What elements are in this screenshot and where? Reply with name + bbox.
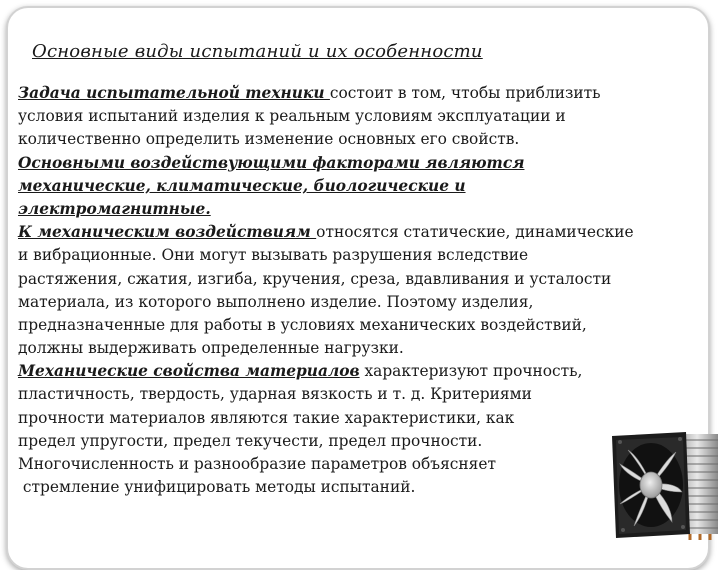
text-line xyxy=(18,291,698,314)
text-line xyxy=(18,198,698,221)
emphasis-term: К механическим воздействиям xyxy=(18,223,317,242)
line-text: предназначенные для работы в условиях механических воздействий, xyxy=(18,315,587,334)
text-line xyxy=(18,360,698,383)
emphasis-term: Задача испытательной техники xyxy=(18,84,330,102)
text-line xyxy=(18,453,698,476)
slide-body xyxy=(18,82,698,499)
text-line xyxy=(18,152,698,175)
text-line xyxy=(18,128,698,151)
line-text: растяжения, сжатия, изгиба, кручения, среза, вдавливания и усталости xyxy=(18,269,612,288)
text-line xyxy=(18,105,698,128)
page-title: Основные виды испытаний и их особенности xyxy=(32,41,483,62)
line-text: Многочисленность и разнообразие параметров объясняет xyxy=(18,455,497,473)
cpu-cooler-fan-icon xyxy=(606,430,720,540)
line-text: прочности материалов являются такие характеристики, как xyxy=(18,408,515,427)
line-text: должны выдерживать определенные нагрузки. xyxy=(18,339,404,358)
line-text: характеризуют прочность, xyxy=(359,362,583,381)
text-line xyxy=(18,476,698,499)
line-text: условия испытаний изделия к реальным условиям эксплуатации и xyxy=(18,107,566,126)
line-text: состоит в том, чтобы приблизить xyxy=(329,84,601,102)
line-text: пластичность, твердость, ударная вязкость и т. д. Критериями xyxy=(18,385,532,404)
emphasis-term: электромагнитные. xyxy=(18,199,211,218)
text-line xyxy=(18,244,698,267)
text-line xyxy=(18,175,698,198)
text-line xyxy=(18,314,698,337)
text-line xyxy=(18,383,698,406)
line-text: стремление унифицировать методы испытаний. xyxy=(18,478,416,497)
text-line xyxy=(18,268,698,291)
text-line xyxy=(18,221,698,244)
emphasis-term: механические, климатические, биологические и xyxy=(18,176,466,195)
text-line xyxy=(18,337,698,360)
text-line xyxy=(18,407,698,430)
line-text: количественно определить изменение основных его свойств. xyxy=(18,130,520,149)
emphasis-term: Механические свойства материалов xyxy=(18,362,360,381)
line-text: относятся статические, динамические xyxy=(316,223,634,242)
line-text: и вибрационные. Они могут вызывать разрушения вследствие xyxy=(18,246,529,265)
line-text: материала, из которого выполнено изделие. Поэтому изделия, xyxy=(18,292,534,311)
text-line xyxy=(18,430,698,453)
line-text: предел упругости, предел текучести, предел прочности. xyxy=(18,431,483,450)
text-line xyxy=(18,82,698,105)
emphasis-term: Основными воздействующими факторами являются xyxy=(18,153,525,172)
